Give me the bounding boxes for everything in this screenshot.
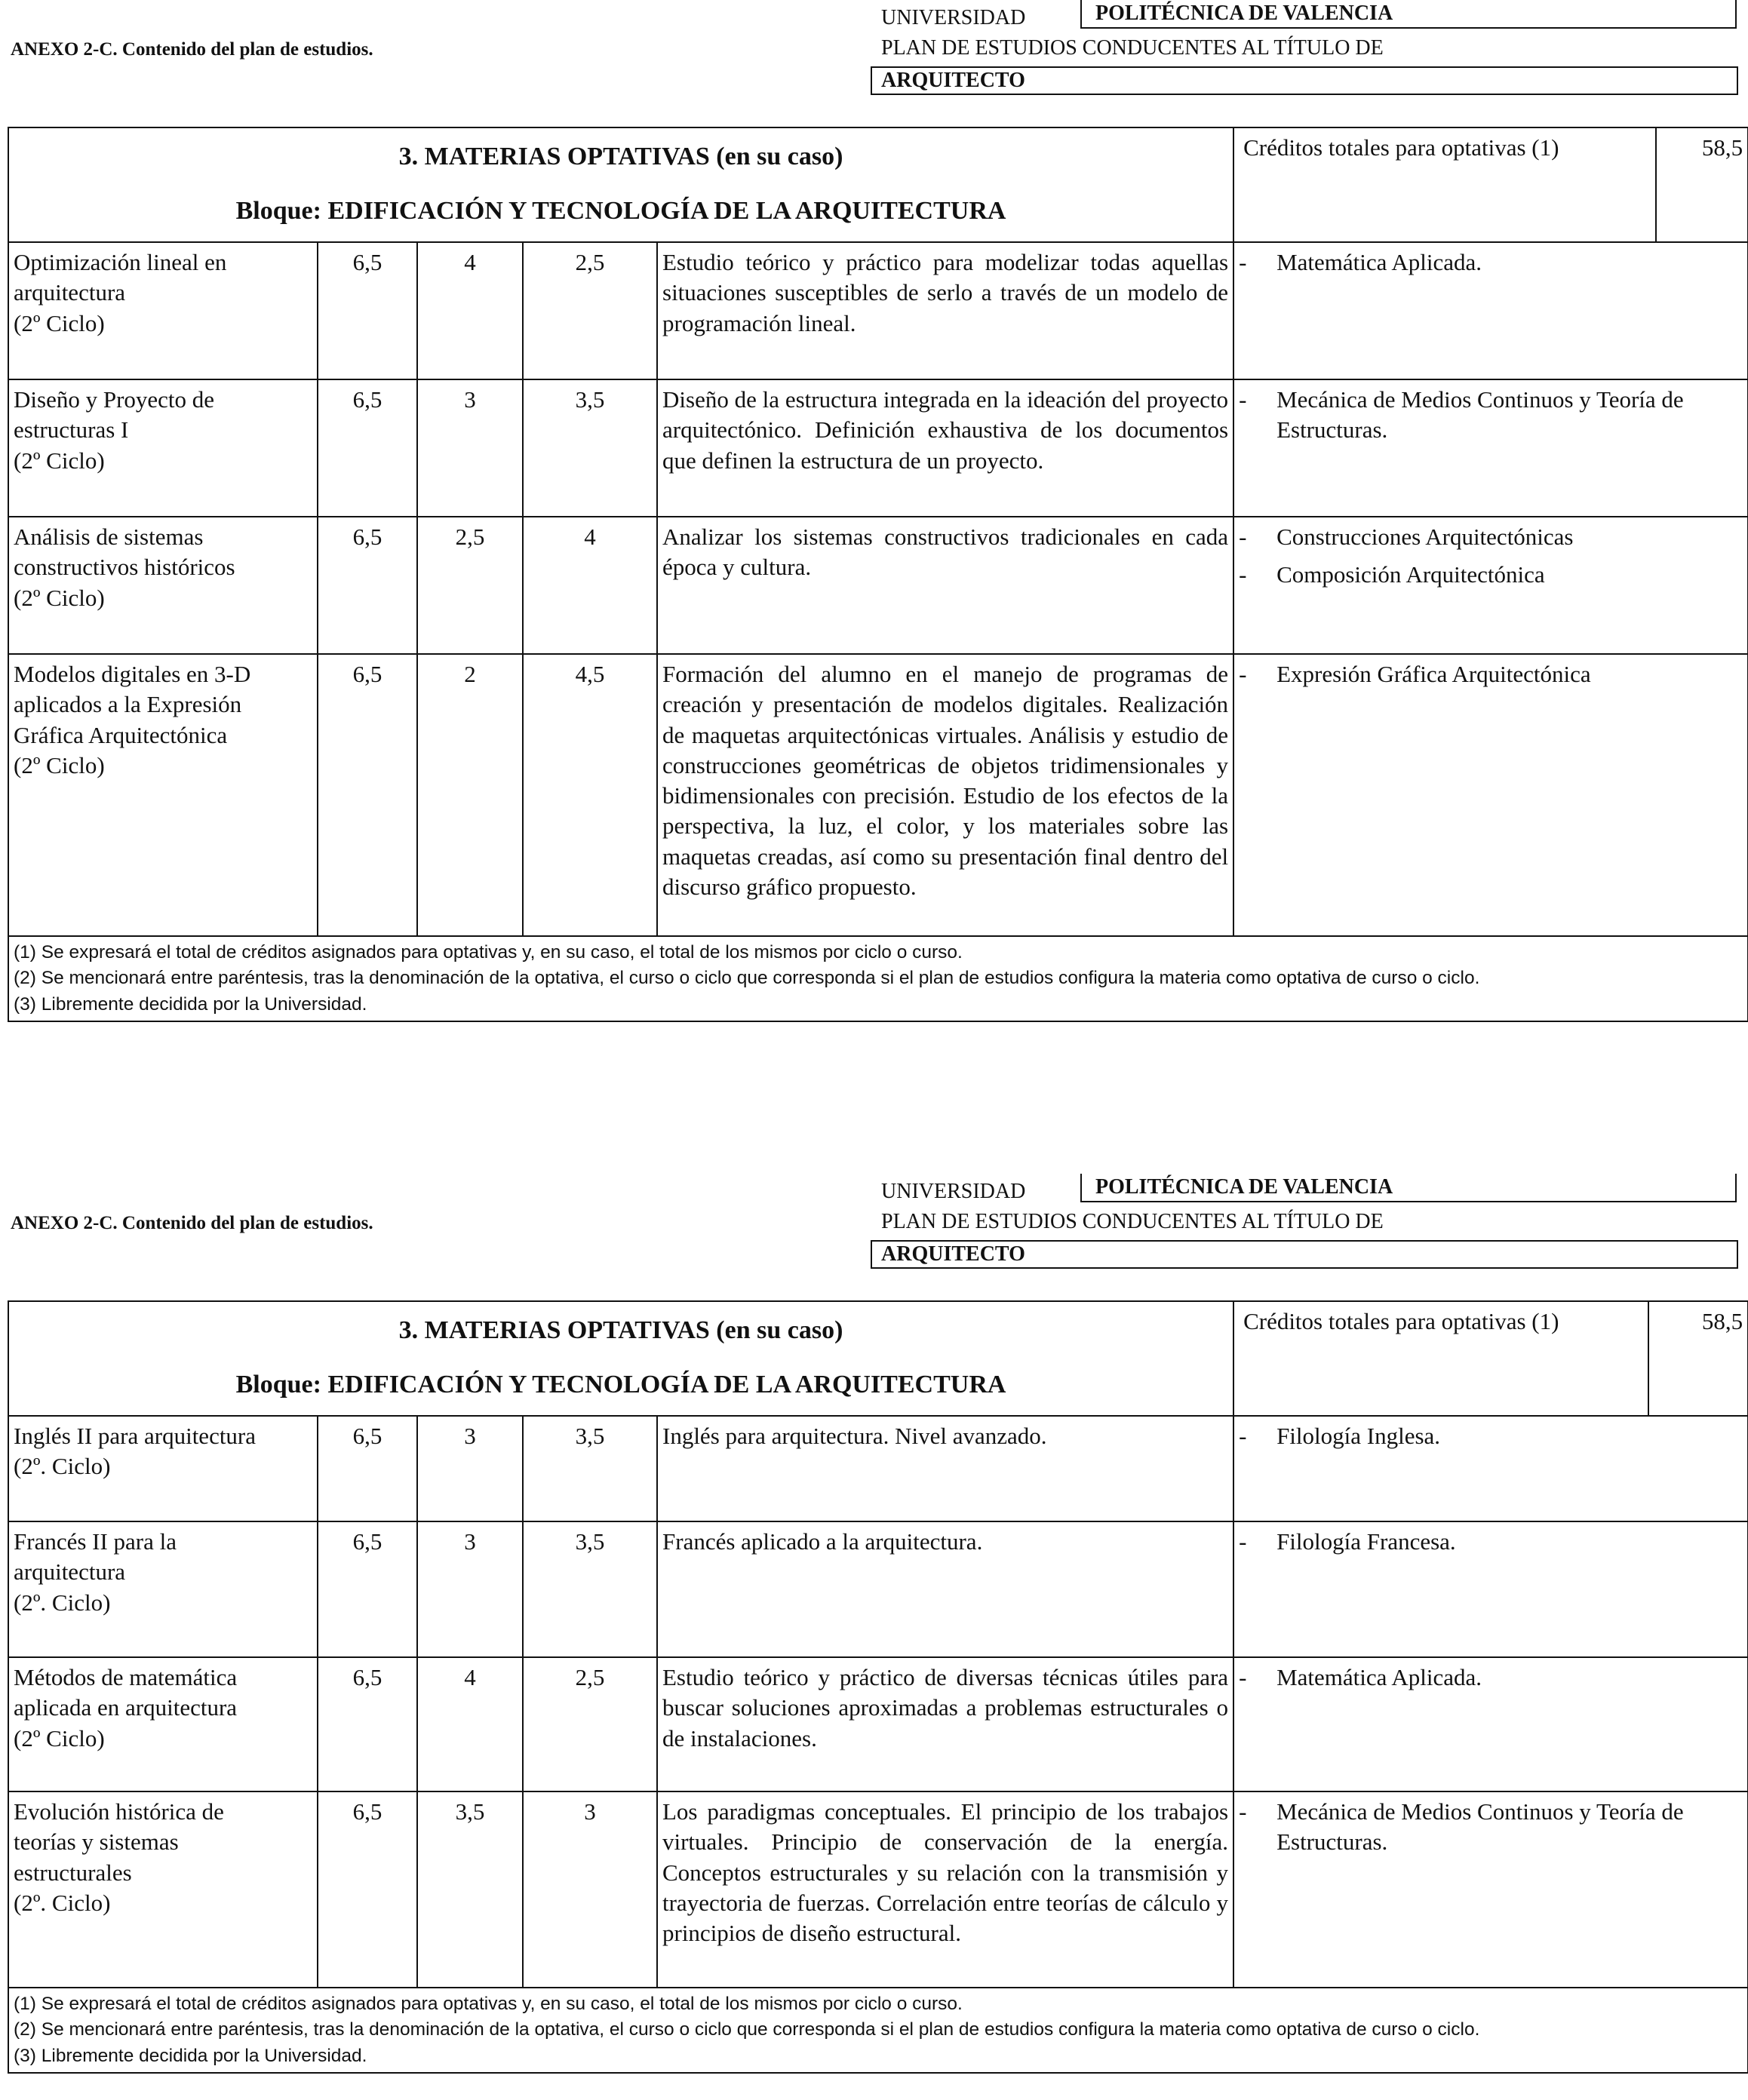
footnote: (1) Se expresará el total de créditos asignados para optativas y, en su caso, el total de los mismos por ciclo o curso. bbox=[14, 942, 963, 962]
creditos-practicos: 2,5 bbox=[523, 1657, 657, 1791]
table-title: 3. MATERIAS OPTATIVAS (en su caso) bbox=[398, 143, 843, 170]
table-row bbox=[8, 379, 1748, 517]
creditos-total: 6,5 bbox=[318, 517, 417, 654]
universidad-name: POLITÉCNICA DE VALENCIA bbox=[1080, 0, 1737, 29]
area-item: - Expresión Gráfica Arquitectónica bbox=[1239, 661, 1591, 687]
materias-table bbox=[8, 127, 1748, 1022]
materia-name: Métodos de matemática aplicada en arquitectura (2º Ciclo) bbox=[8, 1657, 318, 1791]
universidad-name: POLITÉCNICA DE VALENCIA bbox=[1080, 1174, 1737, 1202]
creditos-practicos: 2,5 bbox=[523, 242, 657, 379]
creditos-total: 6,5 bbox=[318, 1521, 417, 1657]
creditos-teoricos: 3 bbox=[417, 1521, 523, 1657]
creditos-teoricos: 4 bbox=[417, 1657, 523, 1791]
materia-name: Evolución histórica de teorías y sistemas estructurales (2º. Ciclo) bbox=[8, 1791, 318, 1988]
footnotes bbox=[8, 1988, 1748, 2073]
creditos-teoricos: 3,5 bbox=[417, 1791, 523, 1988]
table-row bbox=[8, 1657, 1748, 1791]
notes-row bbox=[8, 936, 1748, 1021]
table-row bbox=[8, 517, 1748, 654]
materia-description: Formación del alumno en el manejo de programas de creación y presentación de modelos digitales. Realización de maquetas arquitectónicas virtuales. Análisis y estudio de construcciones geométricas de objetos tridimensionales y bidimensionales con precisión. Estudio de los efectos de la perspectiva, la luz, el color, y los materiales sobre las maquetas creadas, así como su presentación final dentro del discurso gráfico propuesto. bbox=[657, 654, 1233, 936]
anexo-heading: ANEXO 2-C. Contenido del plan de estudios. bbox=[11, 39, 373, 60]
plan-label: PLAN DE ESTUDIOS CONDUCENTES AL TÍTULO DE bbox=[881, 1210, 1384, 1233]
titulo-name: ARQUITECTO bbox=[871, 66, 1738, 95]
materia-description: Estudio teórico y práctico de diversas técnicas útiles para buscar soluciones aproximadas a problemas estructurales o de instalaciones. bbox=[657, 1657, 1233, 1791]
materia-description: Inglés para arquitectura. Nivel avanzado. bbox=[657, 1416, 1233, 1521]
table-row bbox=[8, 1791, 1748, 1988]
plan-label: PLAN DE ESTUDIOS CONDUCENTES AL TÍTULO DE bbox=[881, 36, 1384, 60]
creditos-practicos: 3 bbox=[523, 1791, 657, 1988]
footnotes bbox=[8, 936, 1748, 1021]
creditos-teoricos: 2 bbox=[417, 654, 523, 936]
table-row bbox=[8, 1416, 1748, 1521]
creditos-teoricos: 4 bbox=[417, 242, 523, 379]
materia-name: Optimización lineal en arquitectura (2º Ciclo) bbox=[8, 242, 318, 379]
materia-name: Modelos digitales en 3-D aplicados a la Expresión Gráfica Arquitectónica (2º Ciclo) bbox=[8, 654, 318, 936]
creditos-teoricos: 2,5 bbox=[417, 517, 523, 654]
areas-cell bbox=[1233, 517, 1748, 654]
notes-row bbox=[8, 1988, 1748, 2073]
footnote: (3) Libremente decidida por la Universidad. bbox=[14, 2045, 367, 2066]
area-item: - Matemática Aplicada. bbox=[1239, 1664, 1482, 1690]
materias-table bbox=[8, 1300, 1748, 2074]
bloque-title: Bloque: EDIFICACIÓN Y TECNOLOGÍA DE LA ARQUITECTURA bbox=[235, 197, 1006, 225]
bloque-title: Bloque: EDIFICACIÓN Y TECNOLOGÍA DE LA ARQUITECTURA bbox=[235, 1371, 1006, 1398]
footnote: (3) Libremente decidida por la Universidad. bbox=[14, 993, 367, 1015]
area-item: - Filología Francesa. bbox=[1239, 1528, 1456, 1555]
creditos-practicos: 3,5 bbox=[523, 1521, 657, 1657]
footnote: (2) Se mencionará entre paréntesis, tras la denominación de la optativa, el curso o ciclo que corresponda si el plan de estudios configura la materia como optativa de curso o ciclo. bbox=[14, 968, 1480, 989]
creditos-practicos: 4,5 bbox=[523, 654, 657, 936]
universidad-label: UNIVERSIDAD bbox=[881, 6, 1026, 29]
materia-description: Francés aplicado a la arquitectura. bbox=[657, 1521, 1233, 1657]
area-item: - Matemática Aplicada. bbox=[1239, 249, 1482, 275]
footnote: (1) Se expresará el total de créditos asignados para optativas y, en su caso, el total de los mismos por ciclo o curso. bbox=[14, 1994, 963, 2014]
areas-cell bbox=[1233, 242, 1748, 379]
materia-description: Estudio teórico y práctico para modelizar todas aquellas situaciones susceptibles de serlo a través de un modelo de programación lineal. bbox=[657, 242, 1233, 379]
materia-name: Inglés II para arquitectura (2º. Ciclo) bbox=[8, 1416, 318, 1521]
creditos-practicos: 3,5 bbox=[523, 379, 657, 517]
materia-description: Diseño de la estructura integrada en la ideación del proyecto arquitectónico. Definición exhaustiva de los documentos que definen la estructura de un proyecto. bbox=[657, 379, 1233, 517]
area-item: - Mecánica de Medios Continuos y Teoría de Estructuras. bbox=[1239, 386, 1684, 444]
areas-cell bbox=[1233, 654, 1748, 936]
creditos-teoricos: 3 bbox=[417, 1416, 523, 1521]
table-header bbox=[8, 127, 1233, 242]
areas-cell bbox=[1233, 1521, 1748, 1657]
table-header bbox=[8, 1301, 1233, 1416]
area-item: - Construcciones Arquitectónicas bbox=[1239, 523, 1574, 550]
creditos-teoricos: 3 bbox=[417, 379, 523, 517]
creditos-practicos: 4 bbox=[523, 517, 657, 654]
creditos-practicos: 3,5 bbox=[523, 1416, 657, 1521]
areas-cell bbox=[1233, 1791, 1748, 1988]
creditos-total: 6,5 bbox=[318, 1657, 417, 1791]
creditos-total: 6,5 bbox=[318, 654, 417, 936]
areas-cell bbox=[1233, 379, 1748, 517]
table-title: 3. MATERIAS OPTATIVAS (en su caso) bbox=[398, 1316, 843, 1344]
area-item: - Composición Arquitectónica bbox=[1239, 561, 1545, 588]
materia-name: Diseño y Proyecto de estructuras I (2º Ciclo) bbox=[8, 379, 318, 517]
creditos-total: 6,5 bbox=[318, 242, 417, 379]
creditos-label: Créditos totales para optativas (1) bbox=[1233, 1301, 1648, 1416]
creditos-value: 58,5 bbox=[1656, 127, 1748, 242]
creditos-total: 6,5 bbox=[318, 1416, 417, 1521]
universidad-label: UNIVERSIDAD bbox=[881, 1180, 1026, 1203]
table-row bbox=[8, 242, 1748, 379]
creditos-total: 6,5 bbox=[318, 379, 417, 517]
creditos-value: 58,5 bbox=[1648, 1301, 1748, 1416]
creditos-total: 6,5 bbox=[318, 1791, 417, 1988]
anexo-heading: ANEXO 2-C. Contenido del plan de estudios. bbox=[11, 1213, 373, 1233]
materia-description: Los paradigmas conceptuales. El principio de los trabajos virtuales. Principio de conservación de la energía. Conceptos estructurales y su relación con la transmisión y trayectoria de fuerzas. Correlación entre teorías de cálculo y principios de diseño estructural. bbox=[657, 1791, 1233, 1988]
titulo-name: ARQUITECTO bbox=[871, 1240, 1738, 1269]
table-row bbox=[8, 1521, 1748, 1657]
materia-description: Analizar los sistemas constructivos tradicionales en cada época y cultura. bbox=[657, 517, 1233, 654]
materia-name: Análisis de sistemas constructivos históricos (2º Ciclo) bbox=[8, 517, 318, 654]
area-item: - Mecánica de Medios Continuos y Teoría de Estructuras. bbox=[1239, 1798, 1684, 1856]
table-row bbox=[8, 654, 1748, 936]
footnote: (2) Se mencionará entre paréntesis, tras la denominación de la optativa, el curso o ciclo que corresponda si el plan de estudios configura la materia como optativa de curso o ciclo. bbox=[14, 2019, 1480, 2040]
materia-name: Francés II para la arquitectura (2º. Ciclo) bbox=[8, 1521, 318, 1657]
area-item: - Filología Inglesa. bbox=[1239, 1423, 1441, 1449]
areas-cell bbox=[1233, 1416, 1748, 1521]
creditos-label: Créditos totales para optativas (1) bbox=[1233, 127, 1656, 242]
areas-cell bbox=[1233, 1657, 1748, 1791]
